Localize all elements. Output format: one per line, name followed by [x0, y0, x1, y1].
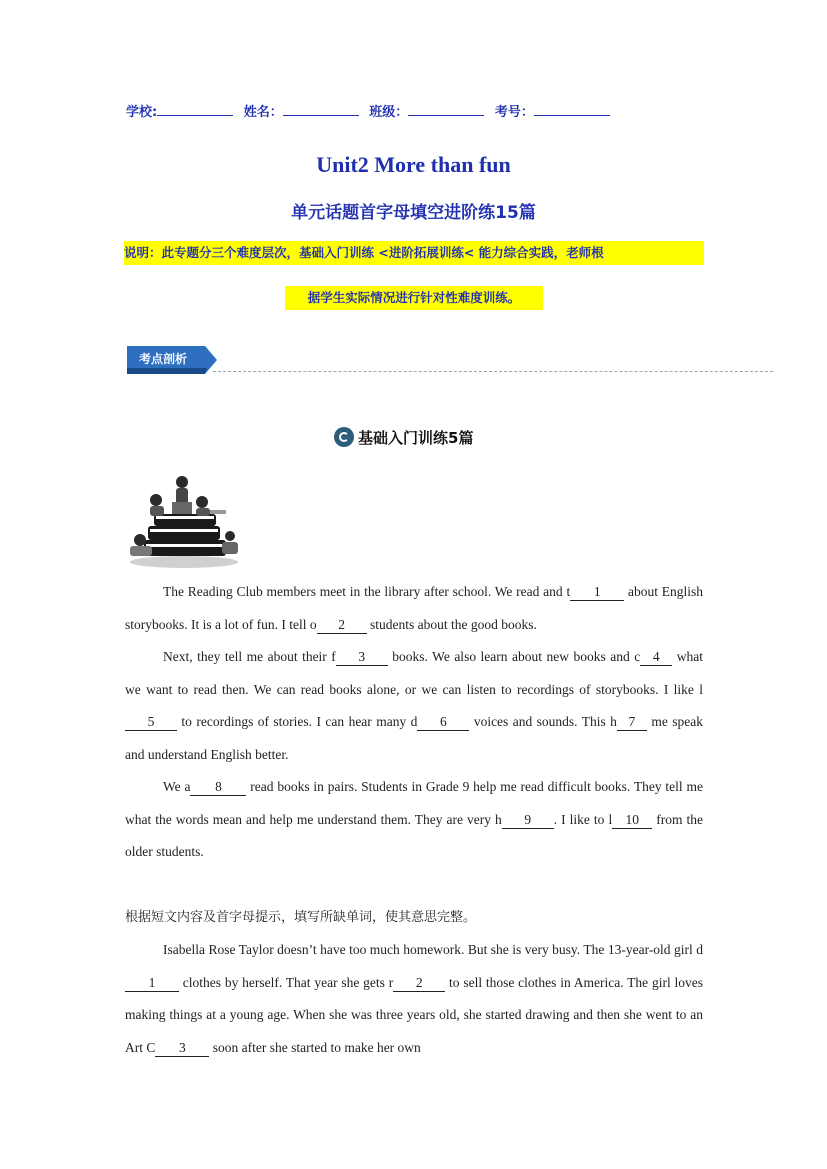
school-blank[interactable]	[157, 103, 233, 116]
blank-1[interactable]: 1	[570, 584, 624, 601]
passage1-paragraph2	[125, 641, 703, 771]
p2-text-5: voices and sounds. This h	[469, 714, 617, 729]
blank-5[interactable]: 5	[125, 714, 177, 731]
blank-3[interactable]: 3	[336, 649, 388, 666]
exercise-instruction: 根据短文内容及首字母提示，填写所缺单词，使其意思完整。	[125, 910, 477, 925]
p2-text-6: me speak and understand English better.	[125, 714, 703, 762]
passage2-blank-2[interactable]: 2	[393, 975, 445, 992]
reading-kids-illustration	[126, 474, 242, 570]
note-line-1: 说明：此专题分三个难度层次，基础入门训练 <进阶拓展训练< 能力综合实践，老师根	[124, 241, 704, 265]
passage2-blank-3[interactable]: 3	[155, 1040, 209, 1057]
name-label: 姓名：	[243, 105, 283, 120]
passage1-paragraph1	[125, 576, 703, 641]
blank-10[interactable]: 10	[612, 812, 652, 829]
p4-text-4: soon after she started to make her own	[209, 1039, 421, 1055]
level-heading	[334, 426, 473, 448]
refresh-icon	[334, 427, 354, 447]
p2-text-1: Next, they tell me about their f	[163, 649, 336, 664]
exam-number-label: 考号：	[494, 105, 534, 120]
p1-text-3: students about the good books.	[366, 616, 537, 632]
p2-text-4: to recordings of stories. I can hear many d	[177, 714, 418, 729]
class-blank[interactable]	[408, 103, 484, 116]
p3-text-3: . I like to l	[553, 811, 613, 827]
p1-text-1: The Reading Club members meet in the library after school. We read and t	[163, 584, 571, 599]
p4-text-1: Isabella Rose Taylor doesn’t have too much homework. But she is very busy. The 13-year-old girl d	[163, 942, 703, 957]
p4-text-2: clothes by herself. That year she gets r	[179, 974, 394, 990]
school-label: 学校:	[126, 105, 158, 120]
passage1-paragraph3	[125, 771, 703, 869]
section-divider	[213, 371, 773, 372]
p2-text-2: books. We also learn about new books and c	[387, 649, 641, 664]
level-heading-text: 基础入门训练5篇	[358, 428, 474, 447]
blank-4[interactable]: 4	[640, 649, 672, 666]
note-line-2: 据学生实际情况进行针对性难度训练。	[285, 286, 543, 310]
blank-8[interactable]: 8	[190, 779, 246, 796]
blank-6[interactable]: 6	[417, 714, 469, 731]
p3-text-1: We a	[163, 779, 191, 794]
section-tab-label: 考点剖析	[139, 352, 188, 366]
exam-header-fields	[126, 101, 614, 120]
p3-text-2: read books in pairs. Students in Grade 9 help me read difficult books. They tell me what the words mean and help me understand them. They are very h	[125, 779, 703, 827]
exam-number-blank[interactable]	[534, 103, 610, 116]
blank-2[interactable]: 2	[317, 617, 367, 634]
section-tab	[127, 346, 213, 372]
class-label: 班级：	[369, 105, 409, 120]
p2-text-3: what we want to read then. We can read books alone, or we can listen to recordings of storybooks. I like l	[125, 649, 703, 697]
p3-text-4: from the older students.	[125, 811, 703, 859]
document-subtitle: 单元话题首字母填空进阶练15篇	[291, 203, 536, 223]
p1-text-2: about English storybooks. It is a lot of fun. I tell o	[125, 584, 703, 632]
passage2-blank-1[interactable]: 1	[125, 975, 179, 992]
document-title: Unit2 More than fun	[316, 152, 511, 177]
p4-text-3: to sell those clothes in America. The girl loves making things at a young age. When she was three years old, she started drawing and then she went to an Art C	[125, 974, 703, 1055]
blank-9[interactable]: 9	[502, 812, 554, 829]
passage2-paragraph	[125, 934, 703, 1064]
blank-7[interactable]: 7	[617, 714, 647, 731]
name-blank[interactable]	[283, 103, 359, 116]
